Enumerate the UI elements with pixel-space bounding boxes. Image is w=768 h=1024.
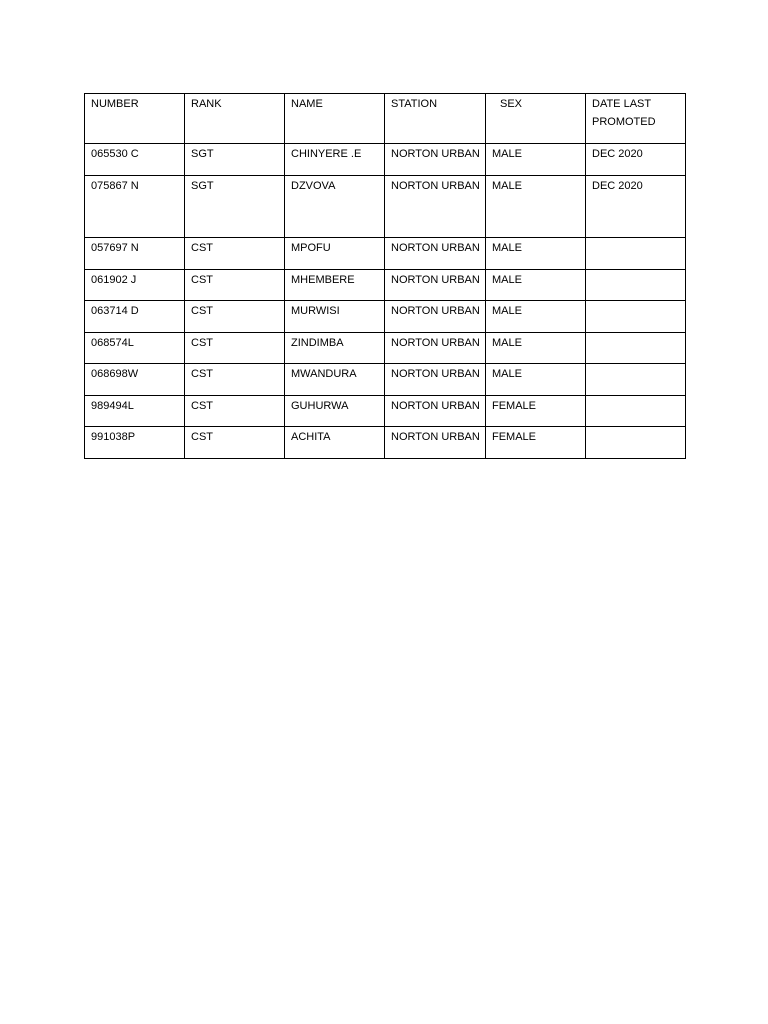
table-row [85, 364, 686, 396]
cell-number: 065530 C [85, 144, 185, 176]
header-station: STATION [385, 94, 486, 144]
table-row [85, 333, 686, 364]
cell-number: 991038P [85, 427, 185, 459]
cell-sex: MALE [486, 333, 586, 364]
cell-date [586, 364, 686, 396]
cell-number: 068698W [85, 364, 185, 396]
cell-rank: CST [185, 238, 285, 270]
cell-sex: MALE [486, 144, 586, 176]
cell-rank: SGT [185, 144, 285, 176]
cell-date: DEC 2020 [586, 144, 686, 176]
cell-rank: SGT [185, 176, 285, 238]
header-number: NUMBER [85, 94, 185, 144]
cell-name: MPOFU [285, 238, 385, 270]
personnel-table [84, 93, 686, 459]
cell-name: ACHITA [285, 427, 385, 459]
header-rank: RANK [185, 94, 285, 144]
cell-sex: MALE [486, 364, 586, 396]
cell-number: 063714 D [85, 301, 185, 333]
cell-name: MURWISI [285, 301, 385, 333]
cell-sex: MALE [486, 176, 586, 238]
cell-sex: MALE [486, 238, 586, 270]
header-name: NAME [285, 94, 385, 144]
cell-station: NORTON URBAN [385, 238, 486, 270]
table-row [85, 144, 686, 176]
cell-station: NORTON URBAN [385, 144, 486, 176]
table-row [85, 270, 686, 301]
cell-number: 057697 N [85, 238, 185, 270]
table-header-row [85, 94, 686, 144]
cell-number: 061902 J [85, 270, 185, 301]
cell-rank: CST [185, 427, 285, 459]
header-sex: SEX [486, 94, 586, 144]
cell-station: NORTON URBAN [385, 427, 486, 459]
cell-sex: MALE [486, 301, 586, 333]
table-row [85, 427, 686, 459]
cell-name: GUHURWA [285, 396, 385, 427]
cell-date [586, 301, 686, 333]
cell-station: NORTON URBAN [385, 270, 486, 301]
cell-rank: CST [185, 396, 285, 427]
cell-sex: MALE [486, 270, 586, 301]
header-date-line-1: DATE LAST [592, 98, 652, 110]
cell-station: NORTON URBAN [385, 364, 486, 396]
cell-name: CHINYERE .E [285, 144, 385, 176]
cell-station: NORTON URBAN [385, 176, 486, 238]
cell-rank: CST [185, 364, 285, 396]
cell-date: DEC 2020 [586, 176, 686, 238]
cell-rank: CST [185, 270, 285, 301]
header-date-line-2: PROMOTED [592, 116, 656, 128]
cell-sex: FEMALE [486, 427, 586, 459]
cell-number: 989494L [85, 396, 185, 427]
cell-name: DZVOVA [285, 176, 385, 238]
cell-sex: FEMALE [486, 396, 586, 427]
cell-name: ZINDIMBA [285, 333, 385, 364]
cell-rank: CST [185, 333, 285, 364]
cell-date [586, 238, 686, 270]
cell-date [586, 333, 686, 364]
cell-date [586, 427, 686, 459]
cell-number: 075867 N [85, 176, 185, 238]
cell-rank: CST [185, 301, 285, 333]
cell-station: NORTON URBAN [385, 333, 486, 364]
cell-name: MHEMBERE [285, 270, 385, 301]
cell-date [586, 270, 686, 301]
cell-station: NORTON URBAN [385, 301, 486, 333]
table-row [85, 238, 686, 270]
cell-date [586, 396, 686, 427]
cell-number: 068574L [85, 333, 185, 364]
header-date-last-promoted [586, 94, 686, 144]
table-row [85, 301, 686, 333]
table-row [85, 176, 686, 238]
cell-station: NORTON URBAN [385, 396, 486, 427]
table-row [85, 396, 686, 427]
cell-name: MWANDURA [285, 364, 385, 396]
